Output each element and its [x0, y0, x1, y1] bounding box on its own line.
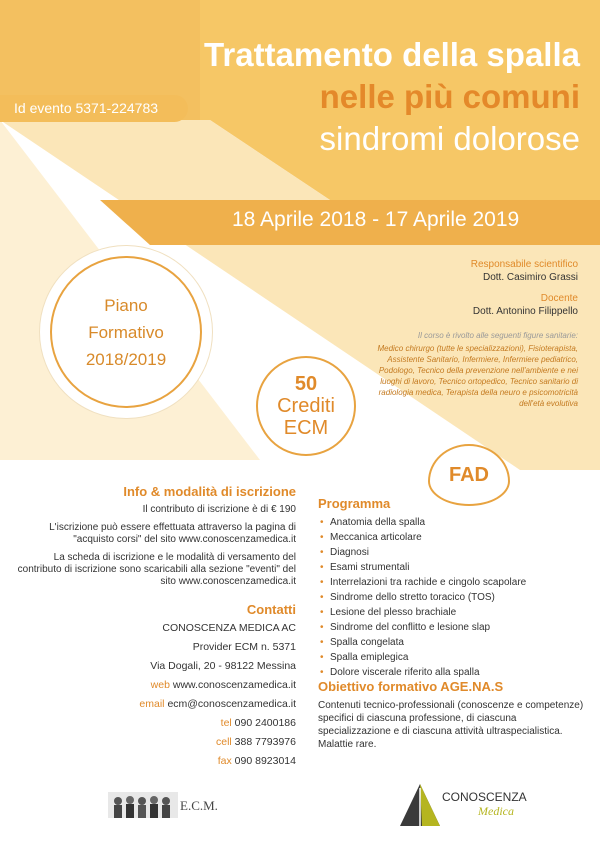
event-dates: 18 Aprile 2018 - 17 Aprile 2019 — [232, 208, 520, 231]
obiettivo-block — [318, 680, 588, 751]
list-item: • Sindrome del conflitto e lesione slap — [318, 620, 588, 635]
event-id-badge: Id evento 5371-224783 — [0, 95, 188, 122]
crediti-number: 50 — [294, 373, 318, 395]
email-row — [14, 695, 296, 714]
contatti-heading: Contatti — [246, 602, 296, 617]
ecm-logo — [108, 788, 230, 824]
fax-label: fax — [217, 755, 232, 767]
info-iscrizione — [14, 486, 296, 588]
list-item: • Diagnosi — [318, 545, 588, 560]
list-item: • Interrelazioni tra rachide e cingolo scapolare — [318, 575, 588, 590]
programma-block — [318, 496, 588, 680]
list-item: • Anatomia della spalla — [318, 515, 588, 530]
programma-list — [318, 515, 588, 680]
target-audience-list: Medico chirurgo (tutte le specializzazioni), Fisioterapista, Assistente Sanitario, Infermiere, Infermiere pediatrico, Podologo, Tecnico della prevenzione nell'ambiente e nei luoghi di lavoro, Tecnico ortopedico, Tecnico sanitario di radiologia medica, Terapista della neuro e psicomotricità dell'età evolutiva — [377, 344, 578, 408]
crediti-label: Crediti — [277, 395, 335, 417]
obiettivo-text: Contenuti tecnico-professionali (conoscenze e competenze) specifici di ciascuna professione, di ciascuna specializzazione e di ciascuna attività ultraspecialistica. Malattie rare. — [318, 700, 584, 750]
cm-logo-text-2: Medica — [478, 804, 514, 818]
fax-value: 090 8923014 — [234, 755, 296, 767]
tel-row — [14, 714, 296, 733]
info-contributo: Il contributo di iscrizione è di € 190 — [142, 504, 296, 515]
list-item: • Spalla congelata — [318, 635, 588, 650]
cm-logo-text-1: CONOSCENZA — [442, 790, 527, 804]
docente-label: Docente — [540, 293, 578, 304]
list-item: • Esami strumentali — [318, 560, 588, 575]
tel-value: 090 2400186 — [234, 717, 296, 729]
responsabile-name: Dott. Casimiro Grassi — [482, 272, 578, 283]
list-item: • Spalla emiplegica — [318, 650, 588, 665]
address: Via Dogali, 20 - 98122 Messina — [150, 660, 296, 672]
main-title — [204, 34, 580, 160]
web-label: web — [150, 679, 170, 691]
web-link[interactable]: www.conoscenzamedica.it — [172, 679, 296, 691]
programma-heading: Programma — [318, 496, 391, 511]
contatti-block — [14, 600, 296, 771]
title-line-2: nelle più comuni — [319, 78, 580, 115]
info-heading: Info & modalità di iscrizione — [123, 484, 296, 499]
piano-line-2: Formativo — [88, 322, 164, 342]
ecm-logo-text: E.C.M. — [180, 798, 218, 813]
email-link[interactable]: ecm@conoscenzamedica.it — [167, 698, 296, 710]
piano-line-3: 2018/2019 — [85, 349, 167, 369]
target-audience-lead: Il corso è rivolto alle seguenti figure sanitarie: — [417, 331, 578, 340]
email-label: email — [139, 698, 165, 710]
web-row — [14, 676, 296, 695]
tel-label: tel — [220, 717, 232, 729]
piano-line-1: Piano — [104, 295, 148, 315]
obiettivo-heading: Obiettivo formativo AGE.NA.S — [318, 679, 504, 694]
fax-row — [14, 752, 296, 771]
conoscenza-medica-logo — [398, 780, 568, 830]
target-audience — [368, 330, 578, 409]
responsabile-label: Responsabile scientifico — [470, 259, 578, 270]
responsabili-block — [368, 258, 578, 326]
provider-ecm: Provider ECM n. 5371 — [192, 641, 296, 653]
fad-badge: FAD — [428, 444, 510, 506]
pyramid-icon — [398, 780, 442, 830]
list-item: • Lesione del plesso brachiale — [318, 605, 588, 620]
cell-label: cell — [215, 736, 232, 748]
title-line-3: sindromi dolorose — [319, 120, 580, 157]
people-icon — [108, 792, 178, 818]
title-line-1: Trattamento della spalla — [204, 36, 580, 73]
docente-name: Dott. Antonino Filippello — [472, 306, 578, 317]
list-item: • Dolore viscerale riferito alla spalla — [318, 665, 588, 680]
company-name: CONOSCENZA MEDICA AC — [162, 622, 296, 634]
crediti-ecm-circle — [256, 356, 356, 456]
cell-row — [14, 733, 296, 752]
cell-value: 388 7793976 — [234, 736, 296, 748]
ecm-label: ECM — [283, 417, 329, 439]
list-item: • Sindrome dello stretto toracico (TOS) — [318, 590, 588, 605]
piano-formativo-circle — [40, 246, 212, 418]
list-item: • Meccanica articolare — [318, 530, 588, 545]
info-acquisto: L'iscrizione può essere effettuata attraverso la pagina di "acquisto corsi" del sito www.conoscenzamedica.it — [49, 522, 296, 545]
info-scheda: La scheda di iscrizione e le modalità di versamento del contributo di iscrizione sono scaricabili alla sezione "eventi" del sito www.conoscenzamedica.it — [17, 552, 296, 587]
